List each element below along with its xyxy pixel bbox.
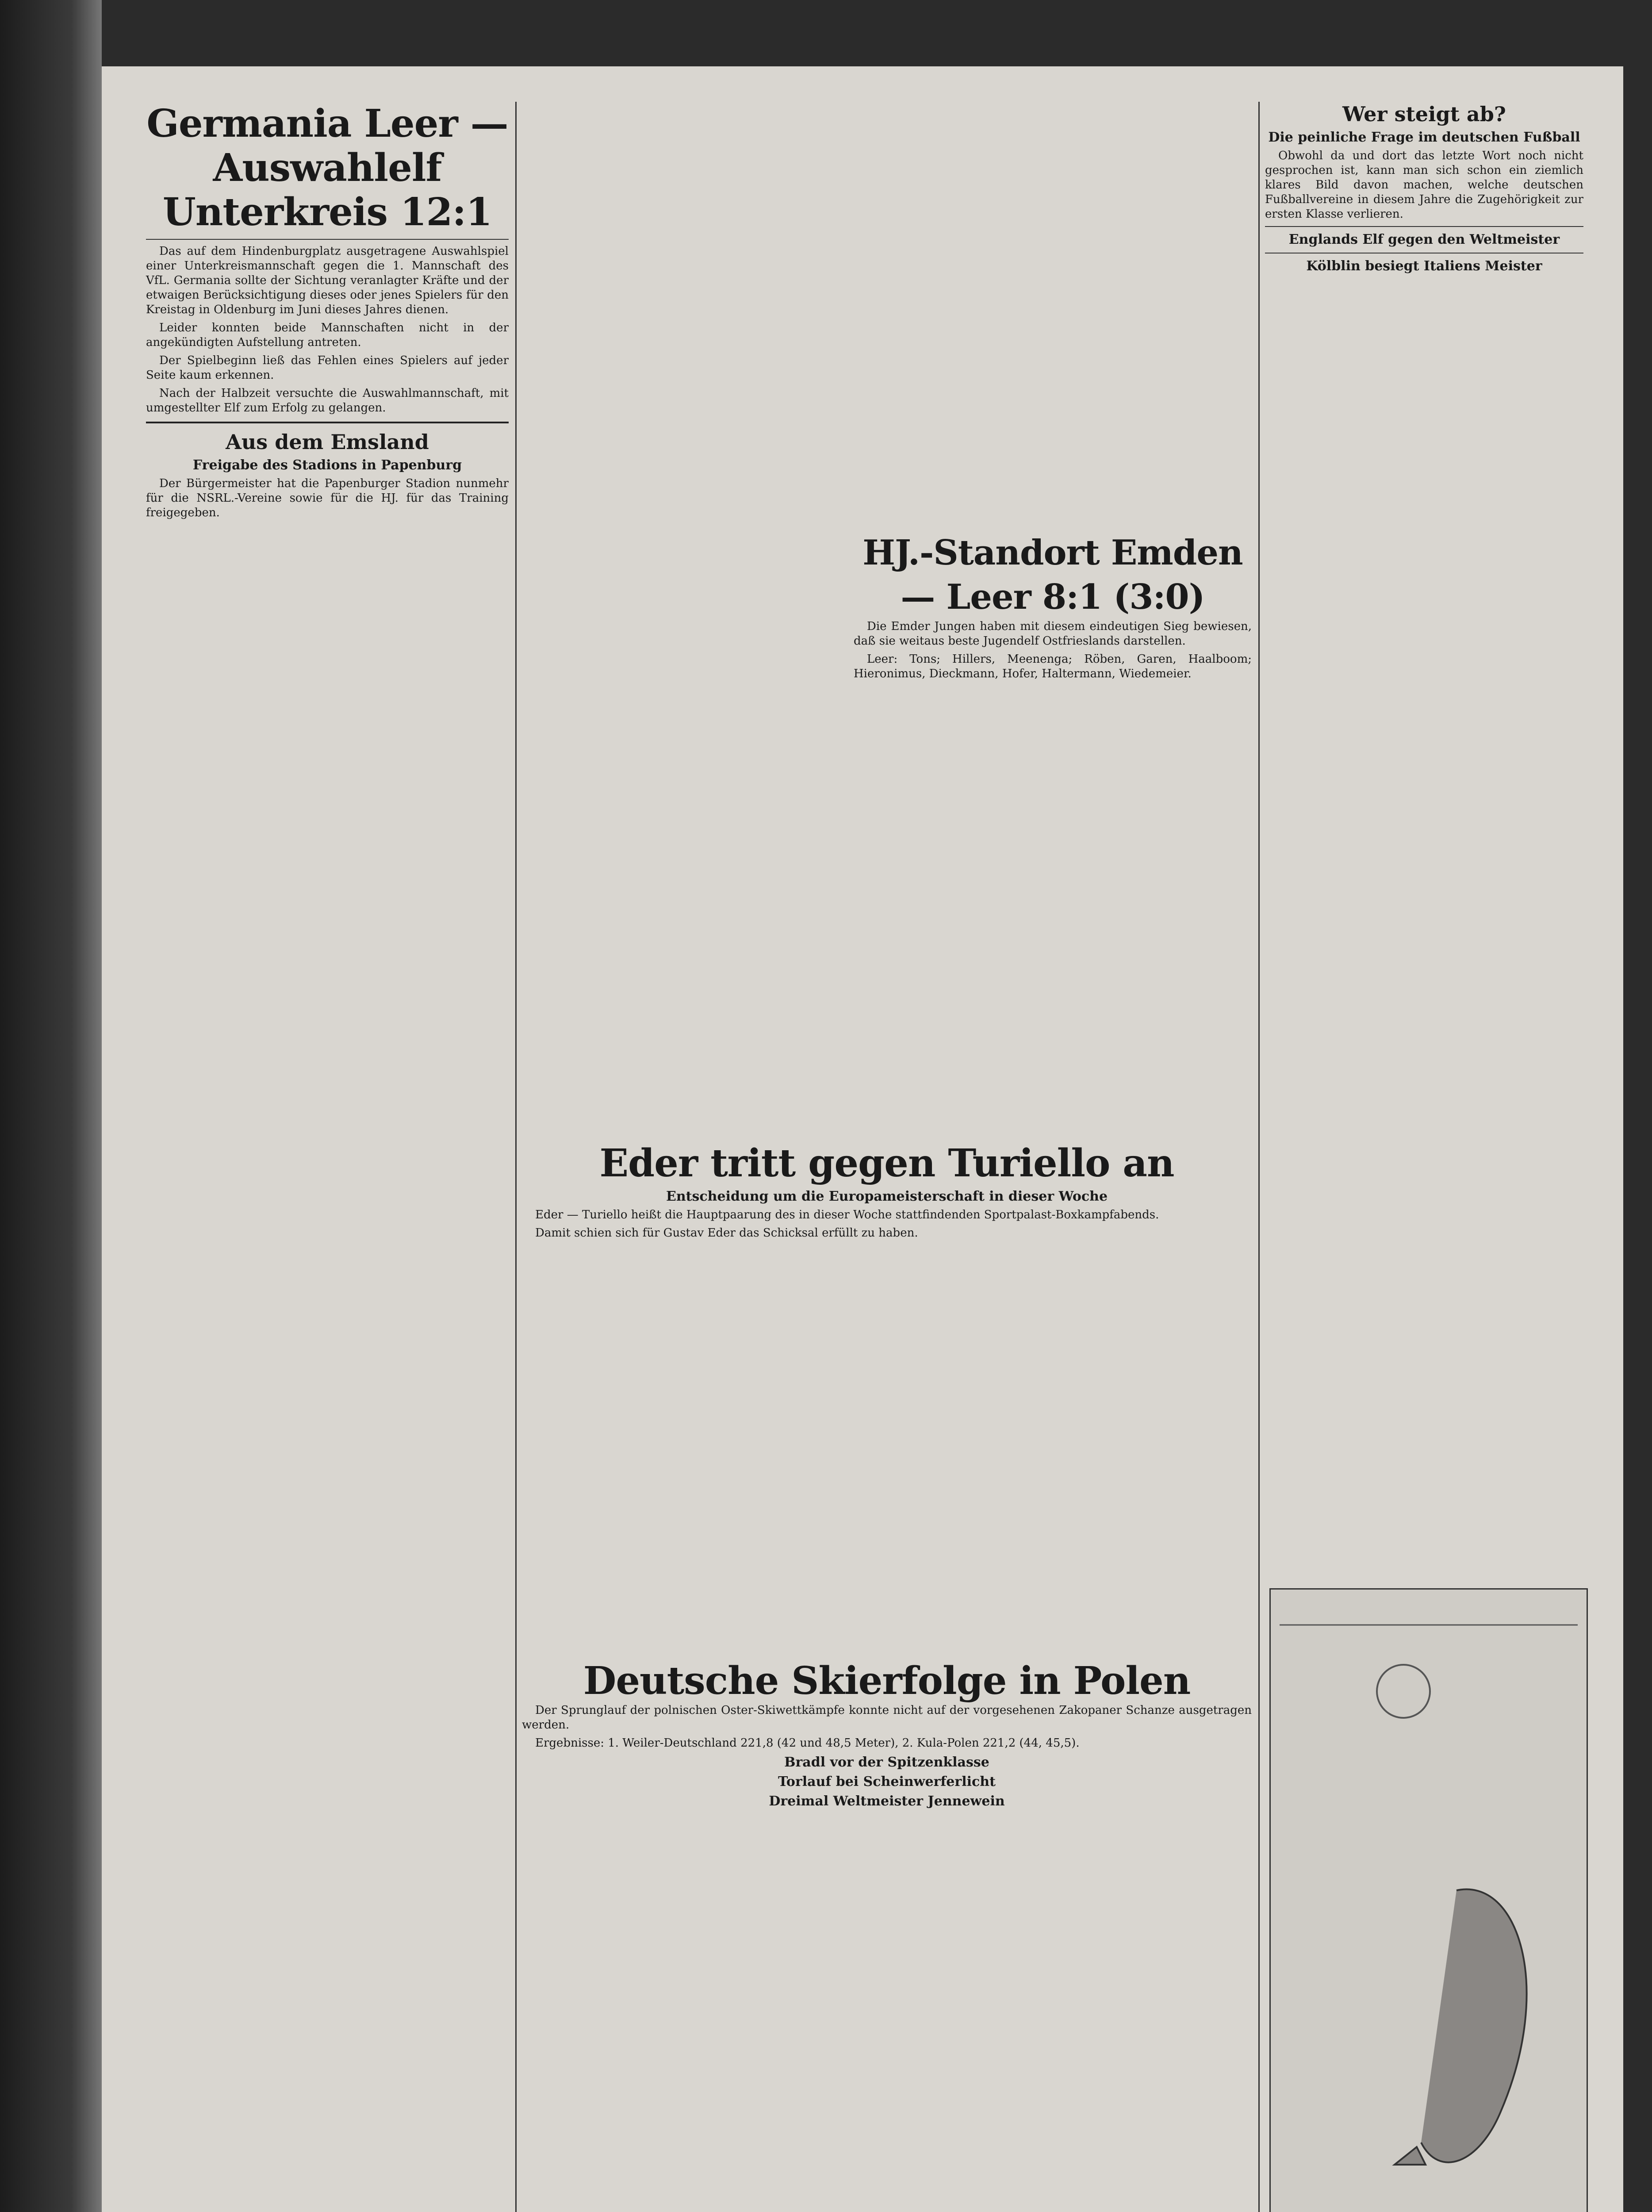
sidebar-headline: Wer steigt ab? bbox=[1342, 102, 1506, 126]
paragraph: Leer: Tons; Hillers, Meenenga; Röben, Garen, Haalboom; Hieronimus, Dieckmann, Hofer, Haltermann, Wiedemeier. bbox=[854, 653, 1252, 680]
cartoon-image bbox=[1269, 1588, 1588, 2212]
article-skierfolge bbox=[522, 1659, 1252, 1813]
paragraph: Obwohl da und dort das letzte Wort noch nicht gesprochen ist, kann man sich schon ein ziemlich klares Bild davon machen, welche deutschen Fußballvereine in diesem Jahre die Zugehörigkeit zur ersten Klasse verlieren. bbox=[1265, 149, 1583, 221]
paragraph: Damit schien sich für Gustav Eder das Schicksal erfüllt zu haben. bbox=[535, 1226, 918, 1240]
paragraph: Die Emder Jungen haben mit diesem eindeutigen Sieg bewiesen, daß sie weitaus beste Jugendelf Ostfrieslands darstellen. bbox=[854, 620, 1252, 648]
subheadline: Kölblin besiegt Italiens Meister bbox=[1306, 258, 1542, 274]
divider bbox=[146, 422, 509, 423]
paragraph: Leider konnten beide Mannschaften nicht in der angekündigten Aufstellung antreten. bbox=[146, 321, 509, 349]
newspaper-page bbox=[102, 66, 1623, 2212]
headline: Eder tritt gegen Turiello an bbox=[599, 1141, 1174, 1186]
subheadline: Torlauf bei Scheinwerferlicht bbox=[778, 1774, 996, 1790]
section-headline: Aus dem Emsland bbox=[226, 430, 429, 454]
subheadline: Bradl vor der Spitzenklasse bbox=[784, 1755, 989, 1770]
whale-cartoon-drawing bbox=[1271, 1590, 1587, 2212]
paragraph: Der Sprunglauf der polnischen Oster-Skiwettkämpfe konnte nicht auf der vorgesehenen Zakopaner Schanze ausgetragen werden. bbox=[522, 1704, 1252, 1732]
cartoon-block bbox=[1269, 1588, 1588, 2212]
headline: HJ.-Standort Emden — Leer 8:1 (3:0) bbox=[862, 533, 1243, 617]
paragraph: Der Bürgermeister hat die Papenburger Stadion nunmehr für die NSRL.-Vereine sowie für die HJ. für das Training freigegeben. bbox=[146, 477, 509, 519]
column-rule bbox=[515, 102, 517, 2212]
paragraph: Der Spielbeginn ließ das Fehlen eines Spielers auf jeder Seite kaum erkennen. bbox=[146, 354, 509, 382]
headline: Deutsche Skierfolge in Polen bbox=[583, 1659, 1191, 1703]
paragraph: Nach der Halbzeit versuchte die Auswahlmannschaft, mit umgestellter Elf zum Erfolg zu gelangen. bbox=[146, 387, 509, 415]
paragraph: Das auf dem Hindenburgplatz ausgetragene Auswahlspiel einer Unterkreismannschaft gegen die 1. Mannschaft des VfL. Germania sollte der Sichtung veranlagter Kräfte und der etwaigen Berücksichtigung dieses oder jenes Spielers für den Kreistag in Oldenburg im Juni dieses Jahres dienen. bbox=[146, 245, 509, 316]
book-binding bbox=[0, 0, 102, 2212]
article-hj-emden bbox=[854, 531, 1252, 685]
subheadline: Freigabe des Stadions in Papenburg bbox=[192, 457, 462, 473]
sidebar-column bbox=[1265, 102, 1583, 277]
paragraph: Eder — Turiello heißt die Hauptpaarung des in dieser Woche stattfindenden Sportpalast-Boxkampfabends. bbox=[535, 1208, 1159, 1221]
subheadline: Englands Elf gegen den Weltmeister bbox=[1288, 232, 1560, 247]
headline: Germania Leer — Auswahlelf Unterkreis 12:1 bbox=[146, 101, 508, 234]
subheadline: Entscheidung um die Europameisterschaft in dieser Woche bbox=[666, 1189, 1108, 1204]
sidebar-subhead: Die peinliche Frage im deutschen Fußball bbox=[1268, 130, 1580, 145]
paragraph: Ergebnisse: 1. Weiler-Deutschland 221,8 (42 und 48,5 Meter), 2. Kula-Polen 221,2 (44, 45,5). bbox=[535, 1736, 1080, 1750]
divider bbox=[1265, 226, 1583, 227]
subheadline: Dreimal Weltmeister Jennewein bbox=[769, 1793, 1005, 1809]
divider bbox=[146, 239, 509, 240]
article-germania-leer bbox=[146, 102, 509, 524]
article-eder-turiello bbox=[522, 1141, 1252, 1244]
column-rule bbox=[1258, 102, 1260, 2212]
